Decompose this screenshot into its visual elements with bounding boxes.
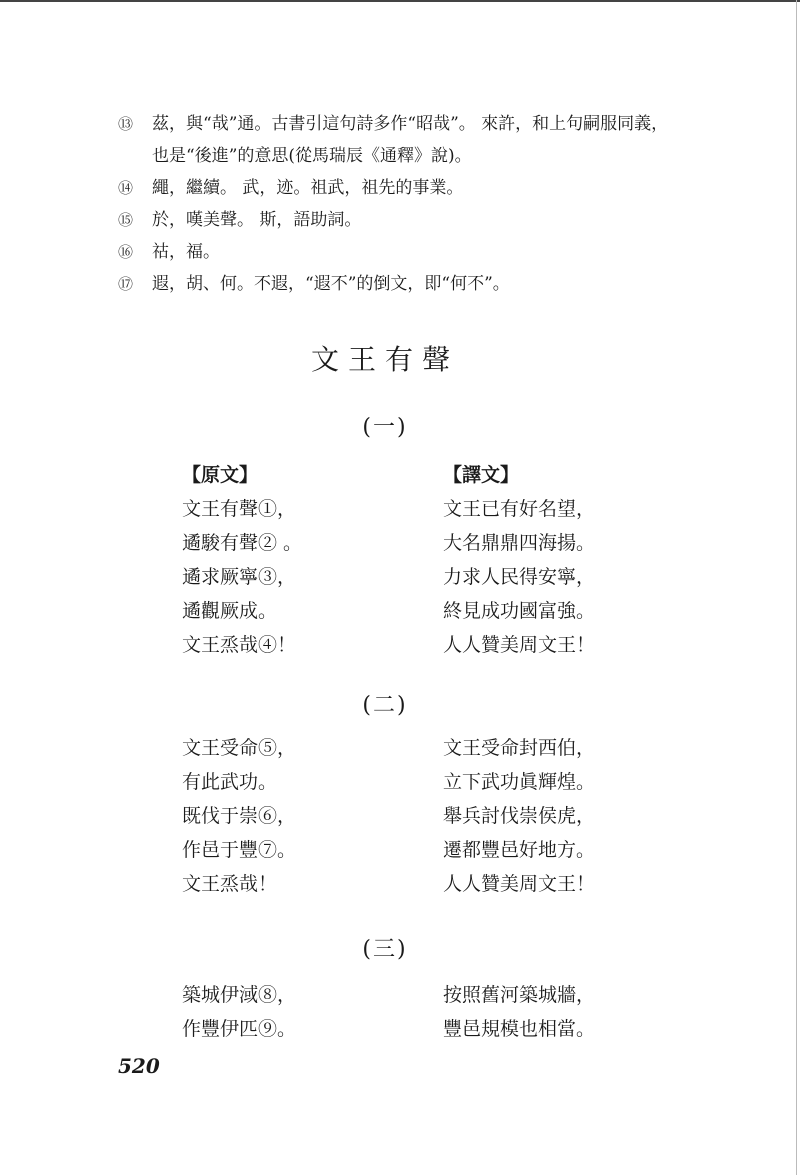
translation-line: 大名鼎鼎四海揚。 (443, 532, 596, 554)
translation-line: 終見成功國富強。 (443, 600, 596, 622)
original-line: 作邑于豐⑦。 (182, 839, 297, 861)
footnote-text: 茲，與“哉”通。古書引這句詩多作“昭哉”。 來許，和上句嗣服同義，也是“後進”的意思(從馬瑞辰《通釋》說)。 (152, 114, 669, 166)
footnote-number: ⑮ (118, 211, 134, 229)
original-column-3 (182, 978, 442, 1046)
footnote-16 (118, 236, 678, 268)
translation-header: 【譯文】 (443, 464, 520, 486)
footnote-text: 繩，繼續。 武，迹。祖武，祖先的事業。 (152, 178, 464, 198)
top-border-line (0, 0, 800, 2)
section-title-2: (二) (362, 693, 408, 718)
right-border-line (796, 0, 797, 1175)
original-line: 文王有聲①， (182, 498, 297, 520)
original-column-1 (182, 458, 442, 662)
original-line: 文王烝哉④！ (182, 634, 297, 656)
translation-line: 文王已有好名望， (443, 498, 596, 520)
translation-column-2 (443, 731, 703, 901)
section-title-3: (三) (362, 937, 408, 962)
footnote-text: 遐，胡、何。不遐，“遐不”的倒文，即“何不”。 (152, 274, 510, 294)
translation-line: 舉兵討伐崇侯虎， (443, 805, 596, 827)
footnote-number: ⑰ (118, 275, 134, 293)
translation-line: 按照舊河築城牆， (443, 984, 596, 1006)
translation-column-1 (443, 458, 703, 662)
translation-line: 力求人民得安寧， (443, 566, 596, 588)
poem-title: 文王有聲 (310, 343, 459, 376)
footnote-text: 於，嘆美聲。 斯，語助詞。 (152, 210, 362, 230)
original-line: 文王受命⑤， (182, 737, 297, 759)
translation-line: 豐邑規模也相當。 (443, 1018, 596, 1040)
original-line: 遹觀厥成。 (182, 600, 278, 622)
footnote-text: 祜，福。 (152, 242, 220, 262)
footnote-13 (118, 108, 678, 172)
footnote-number: ⑭ (118, 179, 134, 197)
footnotes (118, 108, 678, 300)
translation-line: 立下武功眞輝煌。 (443, 771, 596, 793)
original-line: 築城伊淢⑧， (182, 984, 297, 1006)
original-column-2 (182, 731, 442, 901)
original-line: 遹駿有聲② 。 (182, 532, 303, 554)
original-line: 既伐于崇⑥， (182, 805, 297, 827)
footnote-14 (118, 172, 678, 204)
translation-line: 人人贊美周文王！ (443, 634, 596, 656)
original-line: 有此武功。 (182, 771, 278, 793)
original-line: 文王烝哉！ (182, 873, 278, 895)
section-title-1: (一) (362, 415, 408, 440)
page-number: 520 (118, 1054, 160, 1078)
footnote-15 (118, 204, 678, 236)
original-header: 【原文】 (182, 464, 259, 486)
footnote-17 (118, 268, 678, 300)
original-line: 作豐伊匹⑨。 (182, 1018, 297, 1040)
translation-line: 遷都豐邑好地方。 (443, 839, 596, 861)
translation-line: 文王受命封西伯， (443, 737, 596, 759)
footnote-number: ⑬ (118, 115, 134, 133)
translation-column-3 (443, 978, 703, 1046)
translation-line: 人人贊美周文王！ (443, 873, 596, 895)
original-line: 遹求厥寧③， (182, 566, 297, 588)
footnote-number: ⑯ (118, 243, 134, 261)
